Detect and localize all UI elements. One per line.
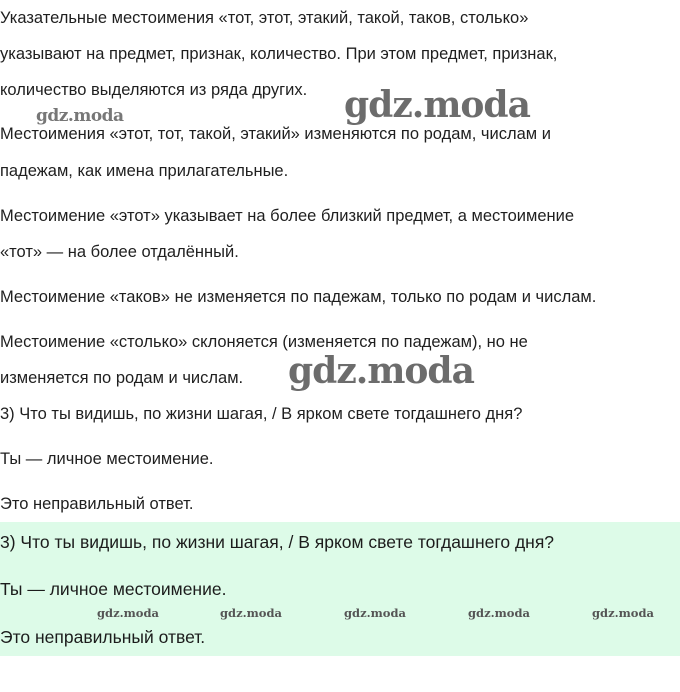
answer-line: Ты — личное местоимение.	[0, 579, 227, 599]
watermark: gdz.moda	[592, 606, 654, 620]
watermark: gdz.moda	[468, 606, 530, 620]
text-line: изменяется по родам и числам.	[0, 369, 244, 387]
watermark: gdz.moda	[288, 350, 474, 392]
text-line: «тот» — на более отдалённый.	[0, 243, 239, 261]
text-line: Это неправильный ответ.	[0, 495, 194, 513]
text-line: количество выделяются из ряда других.	[0, 81, 308, 99]
text-line: 3) Что ты видишь, по жизни шагая, / В ярком свете тогдашнего дня?	[0, 405, 523, 423]
watermark: gdz.moda	[220, 606, 282, 620]
text-line: Местоимение «столько» склоняется (изменяется по падежам), но не	[0, 333, 528, 351]
text-line: Ты — личное местоимение.	[0, 450, 214, 468]
text-line: Местоимение «таков» не изменяется по падежам, только по родам и числам.	[0, 288, 597, 306]
answer-line: 3) Что ты видишь, по жизни шагая, / В ярком свете тогдашнего дня?	[0, 532, 555, 552]
watermark: gdz.moda	[344, 84, 530, 126]
watermark: gdz.moda	[36, 106, 124, 126]
watermark: gdz.moda	[97, 606, 159, 620]
watermark: gdz.moda	[344, 606, 406, 620]
text-line: падежам, как имена прилагательные.	[0, 162, 289, 180]
text-line: Местоимение «этот» указывает на более близкий предмет, а местоимение	[0, 207, 575, 225]
answer-line: Это неправильный ответ.	[0, 627, 206, 647]
text-line: указывают на предмет, признак, количество. При этом предмет, признак,	[0, 45, 558, 63]
text-line: Указательные местоимения «тот, этот, этакий, такой, таков, столько»	[0, 9, 529, 27]
text-line: Местоимения «этот, тот, такой, этакий» изменяются по родам, числам и	[0, 125, 551, 143]
